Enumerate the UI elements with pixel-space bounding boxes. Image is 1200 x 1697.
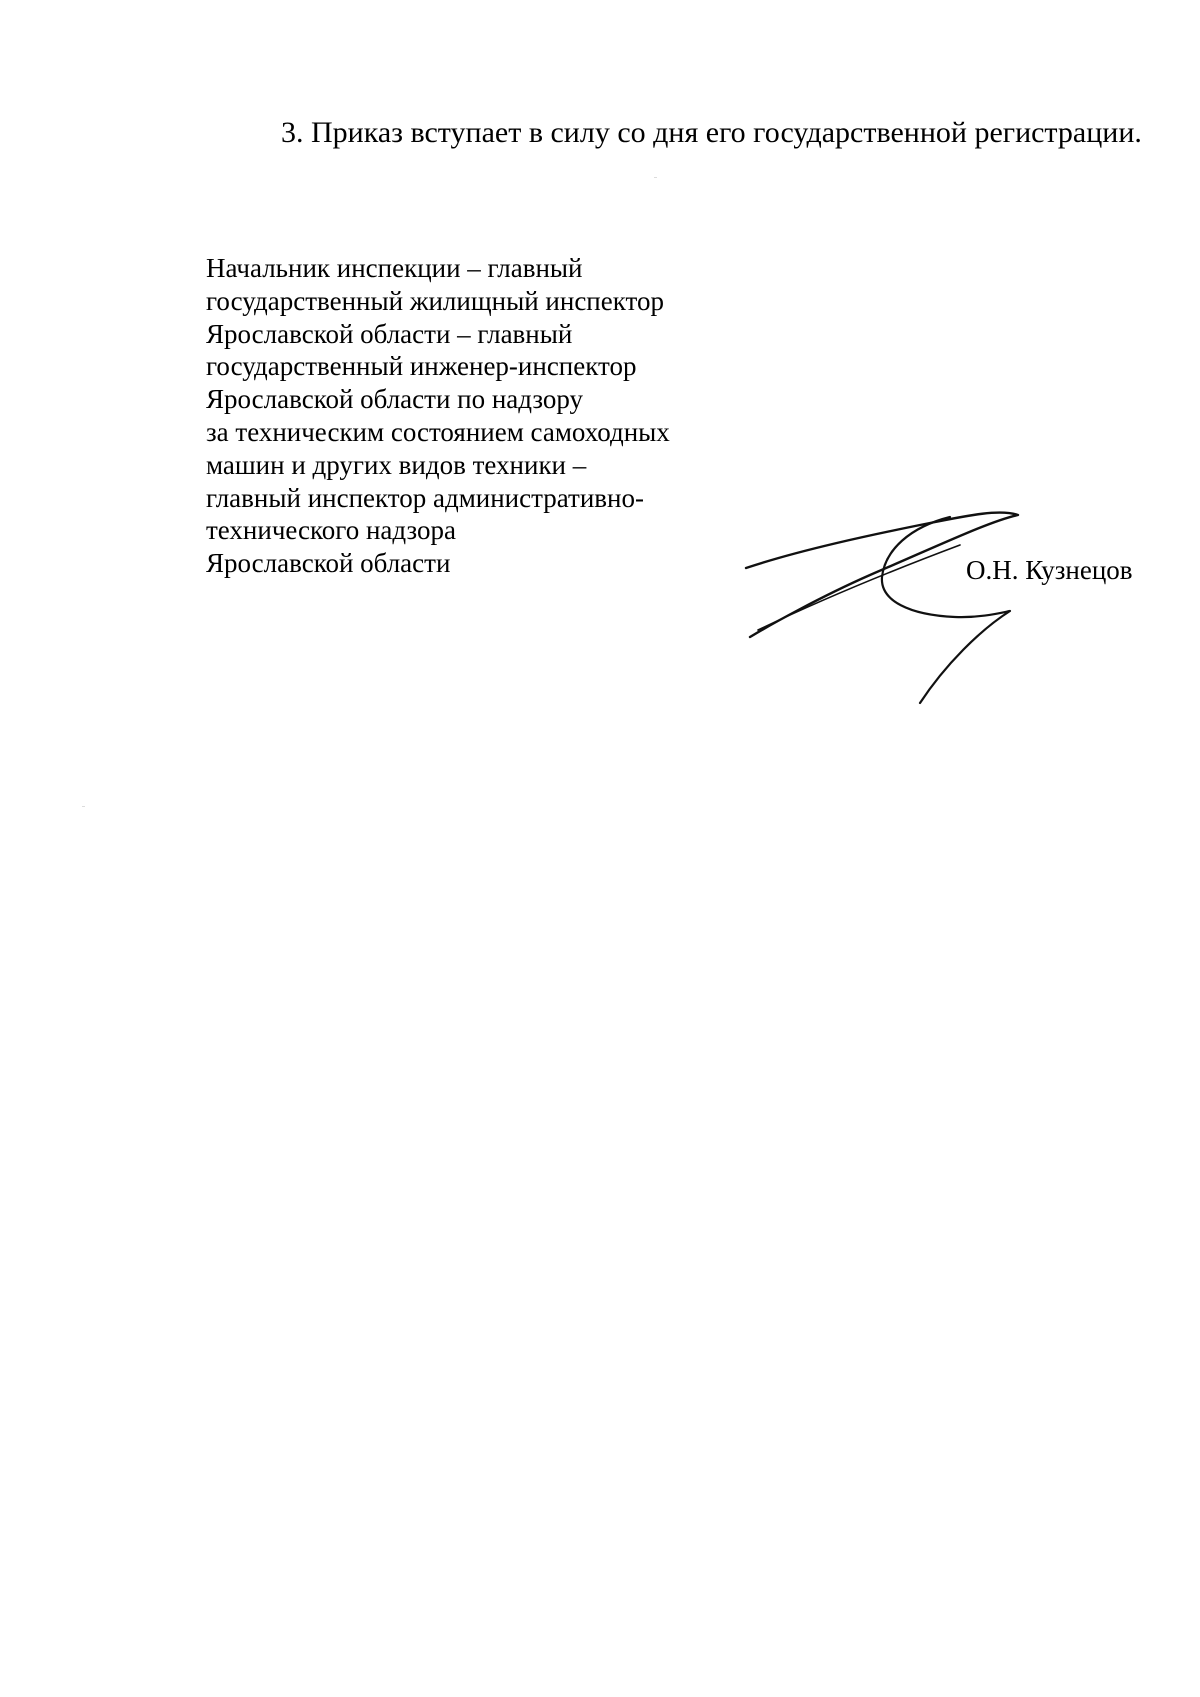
signatory-title-line: Начальник инспекции – главный	[206, 253, 583, 283]
signatory-title-line: Ярославской области	[206, 548, 451, 579]
signatory-title-line: главный инспектор административно-	[206, 482, 644, 513]
signer-name: О.Н. Кузнецов	[966, 555, 1133, 585]
signatory-title-line: Ярославской области – главный	[206, 318, 573, 349]
signatory-title-line: технического надзора	[206, 515, 456, 546]
signatory-title-line: Ярославской области по надзору	[206, 384, 583, 415]
signatory-title-block	[206, 252, 670, 580]
signatory-title-line: машин и других видов техники –	[206, 449, 587, 480]
signatory-title-line: государственный инженер-инспектор	[206, 351, 637, 382]
scan-artifact	[654, 177, 657, 178]
clause-3-text: 3. Приказ вступает в силу со дня его государственной регистрации.	[281, 116, 1142, 149]
signatory-title-line: государственный жилищный инспектор	[206, 285, 664, 316]
handwritten-signature	[740, 505, 1060, 715]
signatory-title-line: за техническим состоянием самоходных	[206, 416, 670, 447]
scan-artifact	[82, 806, 85, 807]
